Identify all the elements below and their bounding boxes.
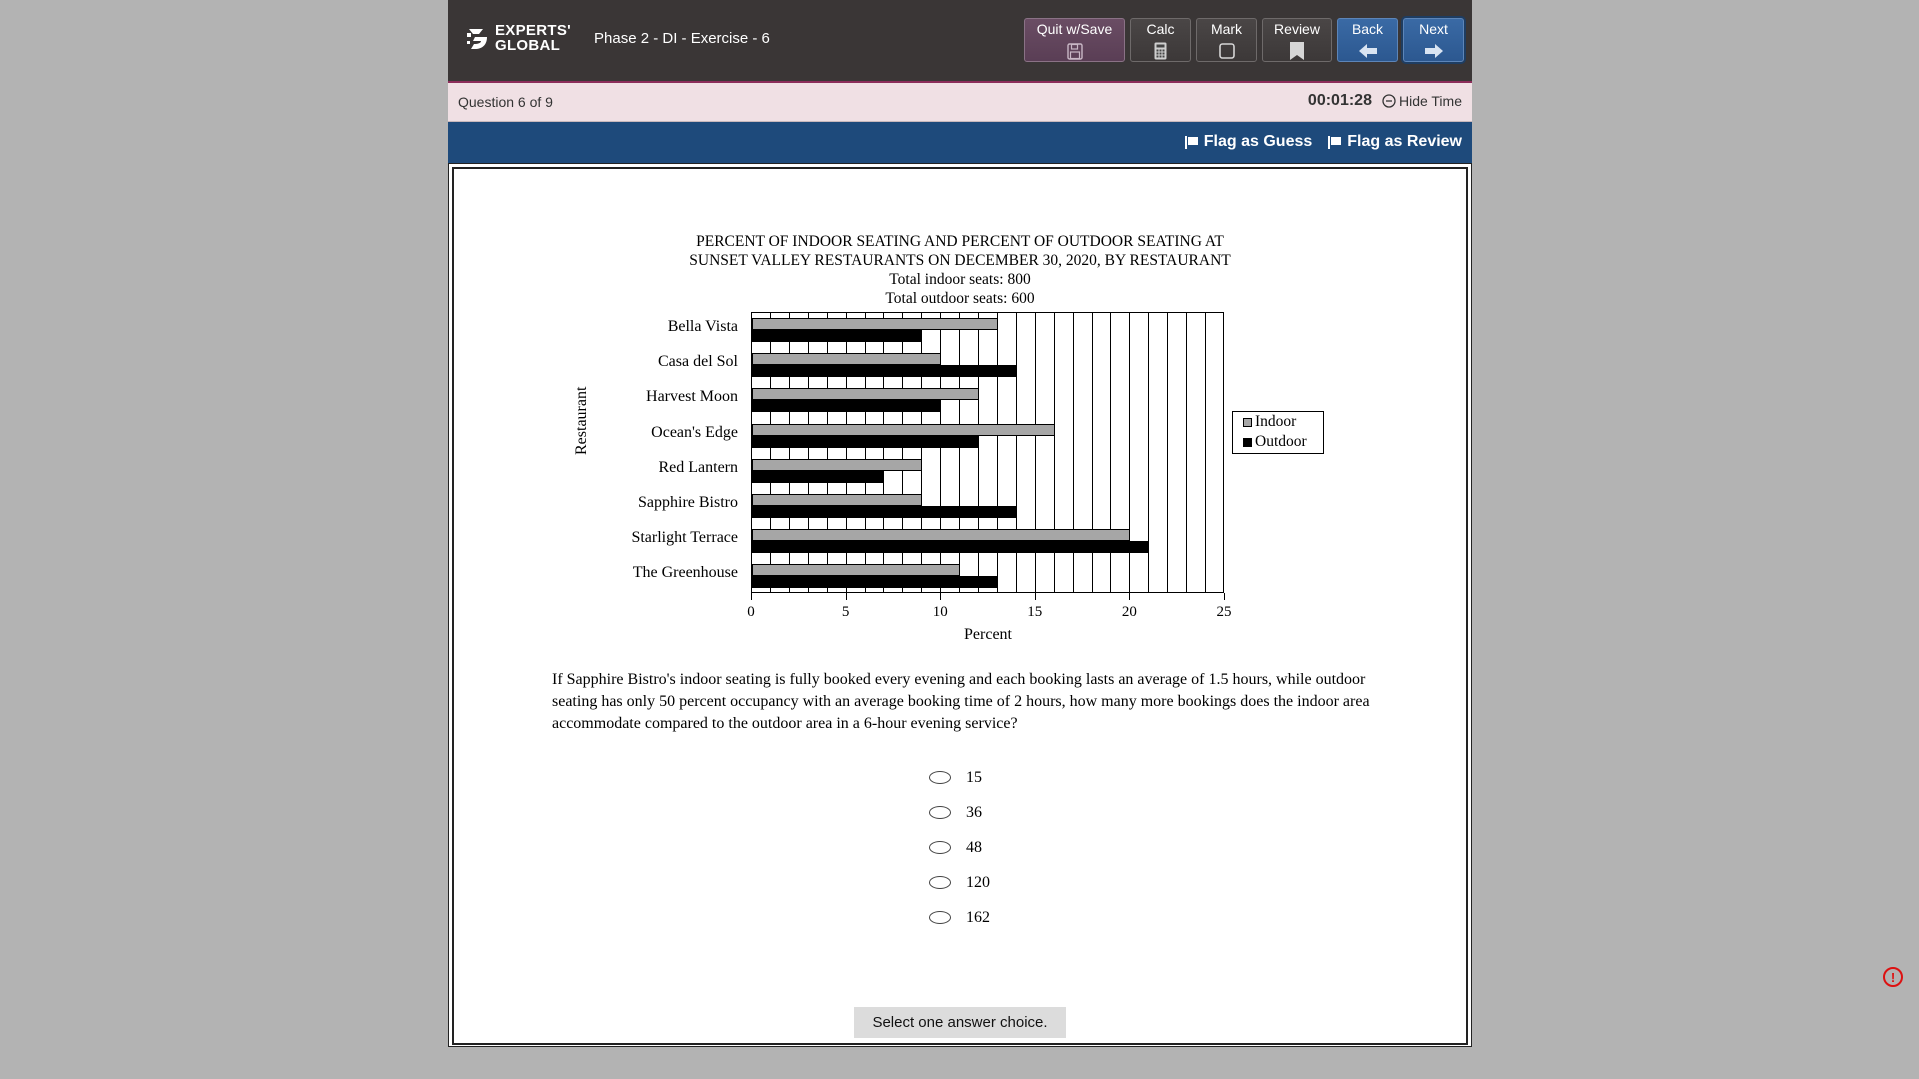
x-tick	[1224, 593, 1225, 600]
mark-button[interactable]	[1196, 18, 1257, 62]
flag-icon	[1328, 136, 1342, 149]
flag-actions	[1185, 133, 1462, 151]
quit-save-button[interactable]	[1024, 18, 1125, 62]
bar-outdoor	[752, 436, 979, 448]
chart-title-line1: PERCENT OF INDOOR SEATING AND PERCENT OF OUTDOOR SEATING AT	[696, 233, 1224, 250]
x-tick-label: 10	[932, 604, 948, 620]
bar-outdoor	[752, 471, 884, 483]
answer-choice-1[interactable]	[929, 760, 990, 795]
category-label: Ocean's Edge	[651, 423, 738, 441]
category-label: Red Lantern	[658, 458, 738, 476]
bar-outdoor	[752, 365, 1017, 377]
grid-line	[1167, 313, 1168, 592]
answer-choice-label: 162	[966, 908, 990, 926]
radio-button[interactable]	[929, 806, 951, 819]
flag-bar	[448, 122, 1472, 163]
category-label: Sapphire Bistro	[638, 494, 738, 511]
flag-as-guess-label: Flag as Guess	[1203, 133, 1313, 150]
chart-subtitle-line2: Total outdoor seats: 600	[885, 290, 1035, 307]
bar-indoor	[752, 529, 1130, 541]
question-info-bar	[448, 83, 1472, 122]
chart-legend	[1232, 411, 1324, 454]
hide-time-toggle[interactable]	[1382, 93, 1462, 109]
logo-line2: GLOBAL	[495, 37, 561, 54]
y-axis-label: Restaurant	[573, 386, 590, 455]
radio-button[interactable]	[929, 876, 951, 889]
flag-as-review-button[interactable]	[1328, 133, 1462, 151]
grid-line	[1186, 313, 1187, 592]
minus-circle-icon	[1382, 94, 1396, 108]
checkbox-square-icon	[1219, 41, 1235, 61]
x-tick	[846, 593, 847, 600]
radio-button[interactable]	[929, 771, 951, 784]
bar-indoor	[752, 494, 922, 506]
plot-area	[751, 312, 1224, 593]
x-tick-label: 0	[747, 604, 755, 620]
bar-outdoor	[752, 576, 998, 588]
toolbar-buttons	[1024, 18, 1464, 62]
floppy-disk-icon	[1067, 41, 1083, 61]
review-label: Review	[1274, 21, 1320, 37]
back-label: Back	[1351, 21, 1384, 37]
calculator-button[interactable]	[1130, 18, 1191, 62]
alert-icon[interactable]: !	[1883, 967, 1903, 987]
x-tick-label: 20	[1121, 604, 1137, 620]
x-tick-label: 15	[1027, 604, 1043, 620]
logo-line1: EXPERTS'	[495, 22, 571, 39]
bar-outdoor	[752, 506, 1017, 518]
bar-indoor	[752, 564, 960, 576]
question-counter: Question 6 of 9	[458, 94, 553, 110]
bookmark-icon	[1290, 41, 1304, 61]
answer-choice-3[interactable]	[929, 830, 990, 865]
question-text: If Sapphire Bistro's indoor seating is fully booked every evening and each booking lasts an average of 1.5 hours, while outdoor seating has only 50 percent occupancy with an average booking time of 2 hours, how many more bookings does the indoor area accommodate compared to the outdoor area in a 6-hour evening service?	[552, 671, 1370, 732]
logo-icon	[465, 25, 489, 51]
flag-as-guess-button[interactable]	[1185, 133, 1313, 151]
category-label: The Greenhouse	[632, 564, 738, 582]
quit-save-label: Quit w/Save	[1036, 21, 1113, 37]
radio-button[interactable]	[929, 841, 951, 854]
bar-outdoor	[752, 541, 1149, 553]
bar-indoor	[752, 459, 922, 471]
answer-choice-4[interactable]	[929, 865, 990, 900]
hide-time-label: Hide Time	[1398, 93, 1462, 109]
bar-outdoor	[752, 400, 941, 412]
x-tick-label: 5	[841, 604, 850, 620]
top-toolbar	[448, 0, 1472, 83]
logo-text	[495, 23, 571, 53]
status-message: Select one answer choice.	[854, 1007, 1066, 1038]
timer-value: 00:01:28	[1307, 92, 1372, 109]
chart-subtitle-line1: Total indoor seats: 800	[889, 271, 1031, 288]
next-label: Next	[1419, 21, 1448, 37]
timer	[1308, 92, 1462, 110]
bar-indoor	[752, 424, 1055, 436]
legend-label-indoor: Indoor	[1255, 413, 1297, 430]
legend-label-outdoor: Outdoor	[1255, 433, 1307, 450]
category-label: Harvest Moon	[646, 388, 738, 406]
exam-title: Phase 2 - DI - Exercise - 6	[594, 30, 770, 47]
x-tick	[940, 593, 941, 600]
answer-choice-label: 48	[966, 838, 982, 856]
bar-indoor	[752, 353, 941, 365]
mark-label: Mark	[1210, 21, 1243, 37]
arrow-right-icon	[1425, 41, 1443, 61]
flag-as-review-label: Flag as Review	[1347, 133, 1462, 150]
flag-icon	[1185, 136, 1199, 149]
answer-choice-5[interactable]	[929, 900, 990, 935]
back-button[interactable]	[1337, 18, 1398, 62]
x-tick	[1035, 593, 1036, 600]
chart-title-line2: SUNSET VALLEY RESTAURANTS ON DECEMBER 30, 2020, BY RESTAURANT	[689, 252, 1231, 269]
legend-swatch-indoor	[1243, 418, 1252, 427]
legend-item-outdoor	[1243, 433, 1307, 451]
experts-global-logo	[465, 23, 571, 53]
category-label: Starlight Terrace	[631, 529, 738, 547]
answer-choice-label: 36	[966, 803, 982, 821]
category-label: Bella Vista	[667, 318, 738, 335]
x-axis-label: Percent	[964, 626, 1012, 643]
answer-choices	[929, 760, 990, 935]
calculator-icon	[1154, 41, 1167, 61]
bar-indoor	[752, 388, 979, 400]
next-button[interactable]	[1403, 18, 1464, 62]
category-label: Casa del Sol	[658, 353, 738, 371]
x-tick	[751, 593, 752, 600]
radio-button[interactable]	[929, 911, 951, 924]
answer-choice-2[interactable]	[929, 795, 990, 830]
arrow-left-icon	[1359, 41, 1377, 61]
legend-swatch-outdoor	[1243, 438, 1252, 447]
legend-item-indoor	[1243, 413, 1296, 431]
bar-indoor	[752, 318, 998, 330]
review-button[interactable]	[1262, 18, 1332, 62]
x-tick	[1129, 593, 1130, 600]
calc-label: Calc	[1146, 21, 1175, 37]
x-tick-label: 25	[1216, 604, 1232, 620]
answer-choice-label: 120	[966, 873, 990, 891]
bar-outdoor	[752, 330, 922, 342]
grid-line	[1205, 313, 1206, 592]
answer-choice-label: 15	[966, 768, 982, 786]
